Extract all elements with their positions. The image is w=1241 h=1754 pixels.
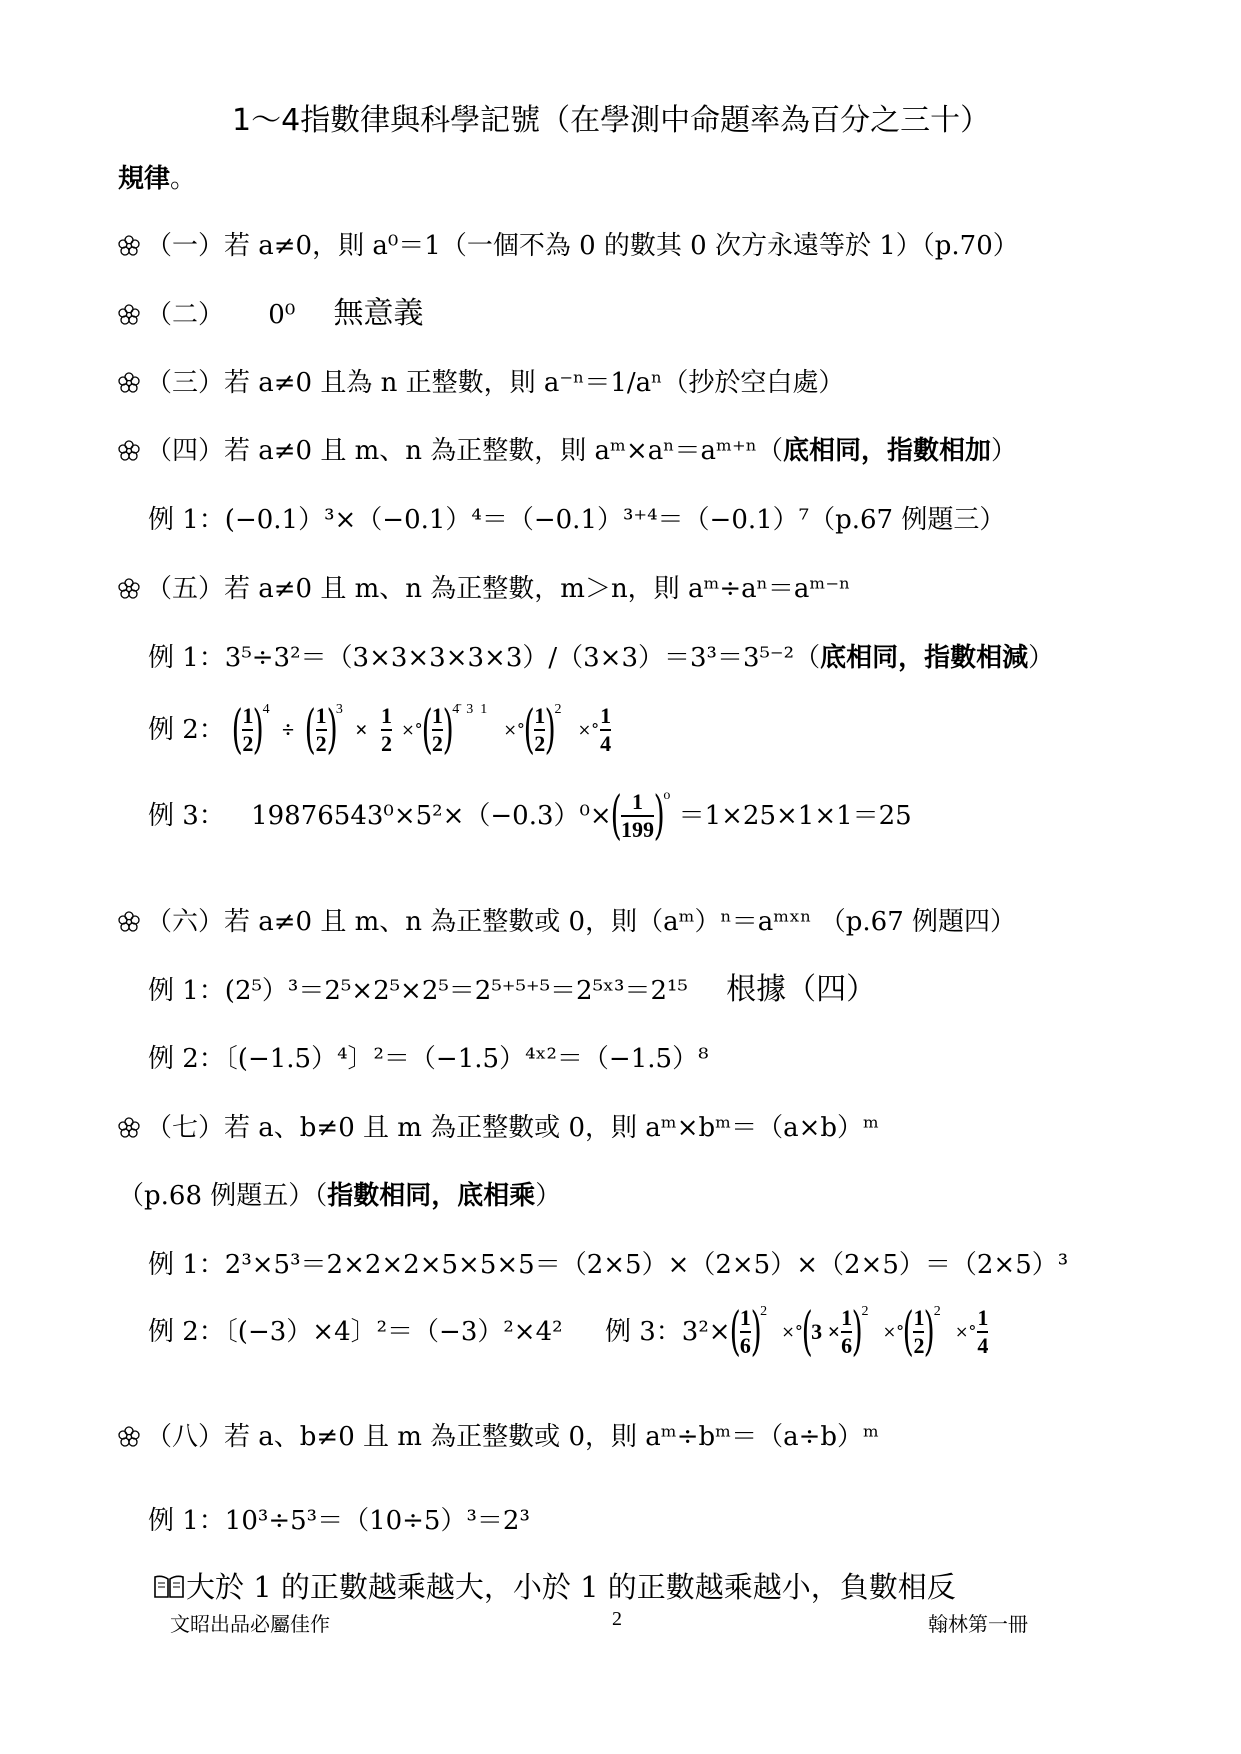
fraction: $\frac{1}{2}$ <box>380 703 392 756</box>
rule-6-example-2-text: 例 2：〔(−1.5）⁴〕²＝（−1.5）⁴ˣ²＝（−1.5）⁸ <box>148 1044 709 1074</box>
rule-4-close: ） <box>990 436 1017 466</box>
footer-right: 翰林第一冊 <box>928 1614 1028 1636</box>
rule-7-example-1 <box>148 1248 1068 1282</box>
rule-5-example-1-bold: 底相同，指數相減 <box>820 643 1029 673</box>
rule-5-example-1-text: 例 1：3⁵÷3²＝（3×3×3×3×3）/（3×3）＝3³＝3⁵⁻²（ <box>148 643 821 673</box>
fraction: $\frac{1}{2}$ <box>315 703 327 756</box>
rule-3 <box>118 366 844 400</box>
rule-7-reference-close: ） <box>535 1181 562 1211</box>
rule-5-text: （五）若 a≠0 且 m、n 為正整數，m＞n，則 aᵐ÷aⁿ＝aᵐ⁻ⁿ <box>146 574 851 604</box>
flower-bullet-icon <box>118 911 140 933</box>
rule-8-example-1-text: 例 1：10³÷5³＝（10÷5）³＝2³ <box>148 1506 530 1536</box>
rule-4-text: （四）若 a≠0 且 m、n 為正整數，則 aᵐ×aⁿ＝aᵐ⁺ⁿ（ <box>146 436 783 466</box>
fraction: $\frac{1}{4}$ <box>977 1305 989 1358</box>
book-icon <box>152 1573 186 1601</box>
rule-5-example-2-label: 例 2： <box>148 715 225 745</box>
fraction: $\frac{1}{2}$ <box>534 703 546 756</box>
rules-heading <box>118 162 196 196</box>
rule-4-example-1 <box>148 503 1005 537</box>
rules-heading-text: 規律 <box>118 164 171 194</box>
rule-2-label: （二） <box>146 300 225 330</box>
rule-3-text: （三）若 a≠0 且為 n 正整數，則 a⁻ⁿ＝1/aⁿ（抄於空白處） <box>146 368 845 398</box>
rule-2 <box>118 297 424 332</box>
tip-text: 大於 1 的正數越乘越大，小於 1 的正數越乘越小，負數相反 <box>186 1570 956 1604</box>
fraction: $\frac{1}{2}$ <box>242 703 254 756</box>
fraction: $\frac{1}{6}$ <box>739 1305 751 1358</box>
flower-bullet-icon <box>118 440 140 462</box>
footer-left: 文昭出品必屬佳作 <box>170 1614 330 1636</box>
page-title <box>232 104 990 138</box>
rule-6-text: （六）若 a≠0 且 m、n 為正整數或 0，則（aᵐ）ⁿ＝aᵐˣⁿ （p.67 例題四） <box>146 907 1017 937</box>
rule-7-example-3: 例 3：3²×( $\frac{1}{6}$ )$^2$ ×°(3 × $\frac{1}{6}$ )$^2$ ×°( $\frac{1}{2}$ )$^2$ ×° $\frac{1}{4}$ <box>605 1302 989 1362</box>
rule-6-example-2 <box>148 1042 709 1076</box>
rule-2-text: 無意義 <box>333 296 424 331</box>
rule-6-example-1-note: 根據（四） <box>726 972 877 1007</box>
rule-5-example-3: 例 3： 19876543⁰×5²×（−0.3）⁰×( $\frac{1}{199}$ )$^o$ ＝1×25×1×1＝25 <box>148 786 912 846</box>
rule-1 <box>118 229 1019 263</box>
rule-6-example-1 <box>148 973 876 1008</box>
flower-bullet-icon <box>118 1426 140 1448</box>
rule-7-reference-text: （p.68 例題五）（ <box>118 1181 328 1211</box>
rule-7-text: （七）若 a、b≠0 且 m 為正整數或 0，則 aᵐ×bᵐ＝（a×b）ᵐ <box>146 1113 879 1143</box>
rule-5 <box>118 572 850 606</box>
rule-2-expr: 0⁰ <box>268 300 296 330</box>
flower-bullet-icon <box>118 372 140 394</box>
rule-7-example-2-text: 例 2：〔(−3）×4〕²＝（−3）²×4² <box>148 1317 563 1347</box>
flower-bullet-icon <box>118 235 140 257</box>
flower-bullet-icon <box>118 304 140 326</box>
rule-6-example-1-text: 例 1：(2⁵）³＝2⁵×2⁵×2⁵＝2⁵⁺⁵⁺⁵＝2⁵ˣ³＝2¹⁵ <box>148 976 688 1006</box>
flower-bullet-icon <box>118 1117 140 1139</box>
rule-8-example-1 <box>148 1504 530 1538</box>
rule-8 <box>118 1420 879 1454</box>
rule-7-reference <box>118 1179 561 1213</box>
title-text: 指數律與科學記號（在學測中命題率為百分之三十） <box>300 103 991 138</box>
rule-7-example-3-label: 例 3：3²× <box>605 1317 731 1347</box>
title-number: 1～4 <box>232 103 301 138</box>
rule-5-example-1 <box>148 641 1054 675</box>
rule-5-example-3-label: 例 3： <box>148 801 225 831</box>
tip-note <box>152 1570 956 1604</box>
flower-bullet-icon <box>118 578 140 600</box>
rule-4-example-1-text: 例 1：(−0.1）³×（−0.1）⁴＝（−0.1）³⁺⁴＝（−0.1）⁷（p.67 例題三） <box>148 505 1006 535</box>
rule-7-example-2 <box>148 1296 563 1366</box>
fraction: $\frac{1}{2}$ <box>431 703 443 756</box>
rules-heading-period: 。 <box>170 164 197 194</box>
rule-5-example-2: 例 2： ( $\frac{1}{2}$ )$^4$ ÷ ( $\frac{1}{2}$ )$^3$ × $\frac{1}{2}$ ×°( $\frac{1}{2}$ )$^{4̄ 3 1}$ ×°( $\frac{1}{2}$ )$^2$ ×° $\frac{1}{4}$ <box>148 700 612 760</box>
rule-7 <box>118 1111 879 1145</box>
fraction: $\frac{1}{2}$ <box>913 1305 925 1358</box>
rule-7-reference-bold: 指數相同，底相乘 <box>327 1181 536 1211</box>
rule-4-bold: 底相同，指數相加 <box>782 436 991 466</box>
rule-6 <box>118 905 1016 939</box>
fraction: $\frac{1}{6}$ <box>841 1305 853 1358</box>
rule-1-text: （一）若 a≠0，則 a⁰＝1（一個不為 0 的數其 0 次方永遠等於 1）（p.70） <box>146 231 1019 261</box>
rule-4 <box>118 434 1017 468</box>
fraction: $\frac{1}{4}$ <box>600 703 612 756</box>
rule-7-example-1-text: 例 1：2³×5³＝2×2×2×5×5×5＝（2×5）×（2×5）×（2×5）＝（2×5）³ <box>148 1250 1069 1280</box>
rule-8-text: （八）若 a、b≠0 且 m 為正整數或 0，則 aᵐ÷bᵐ＝（a÷b）ᵐ <box>146 1422 879 1452</box>
page-number: 2 <box>612 1608 622 1630</box>
rule-5-example-3-pre: 19876543⁰×5²×（−0.3）⁰× <box>251 801 612 831</box>
fraction: $\frac{1}{199}$ <box>621 789 655 842</box>
rule-5-example-1-close: ） <box>1028 643 1055 673</box>
rule-5-example-3-post: ＝1×25×1×1＝25 <box>678 801 912 831</box>
